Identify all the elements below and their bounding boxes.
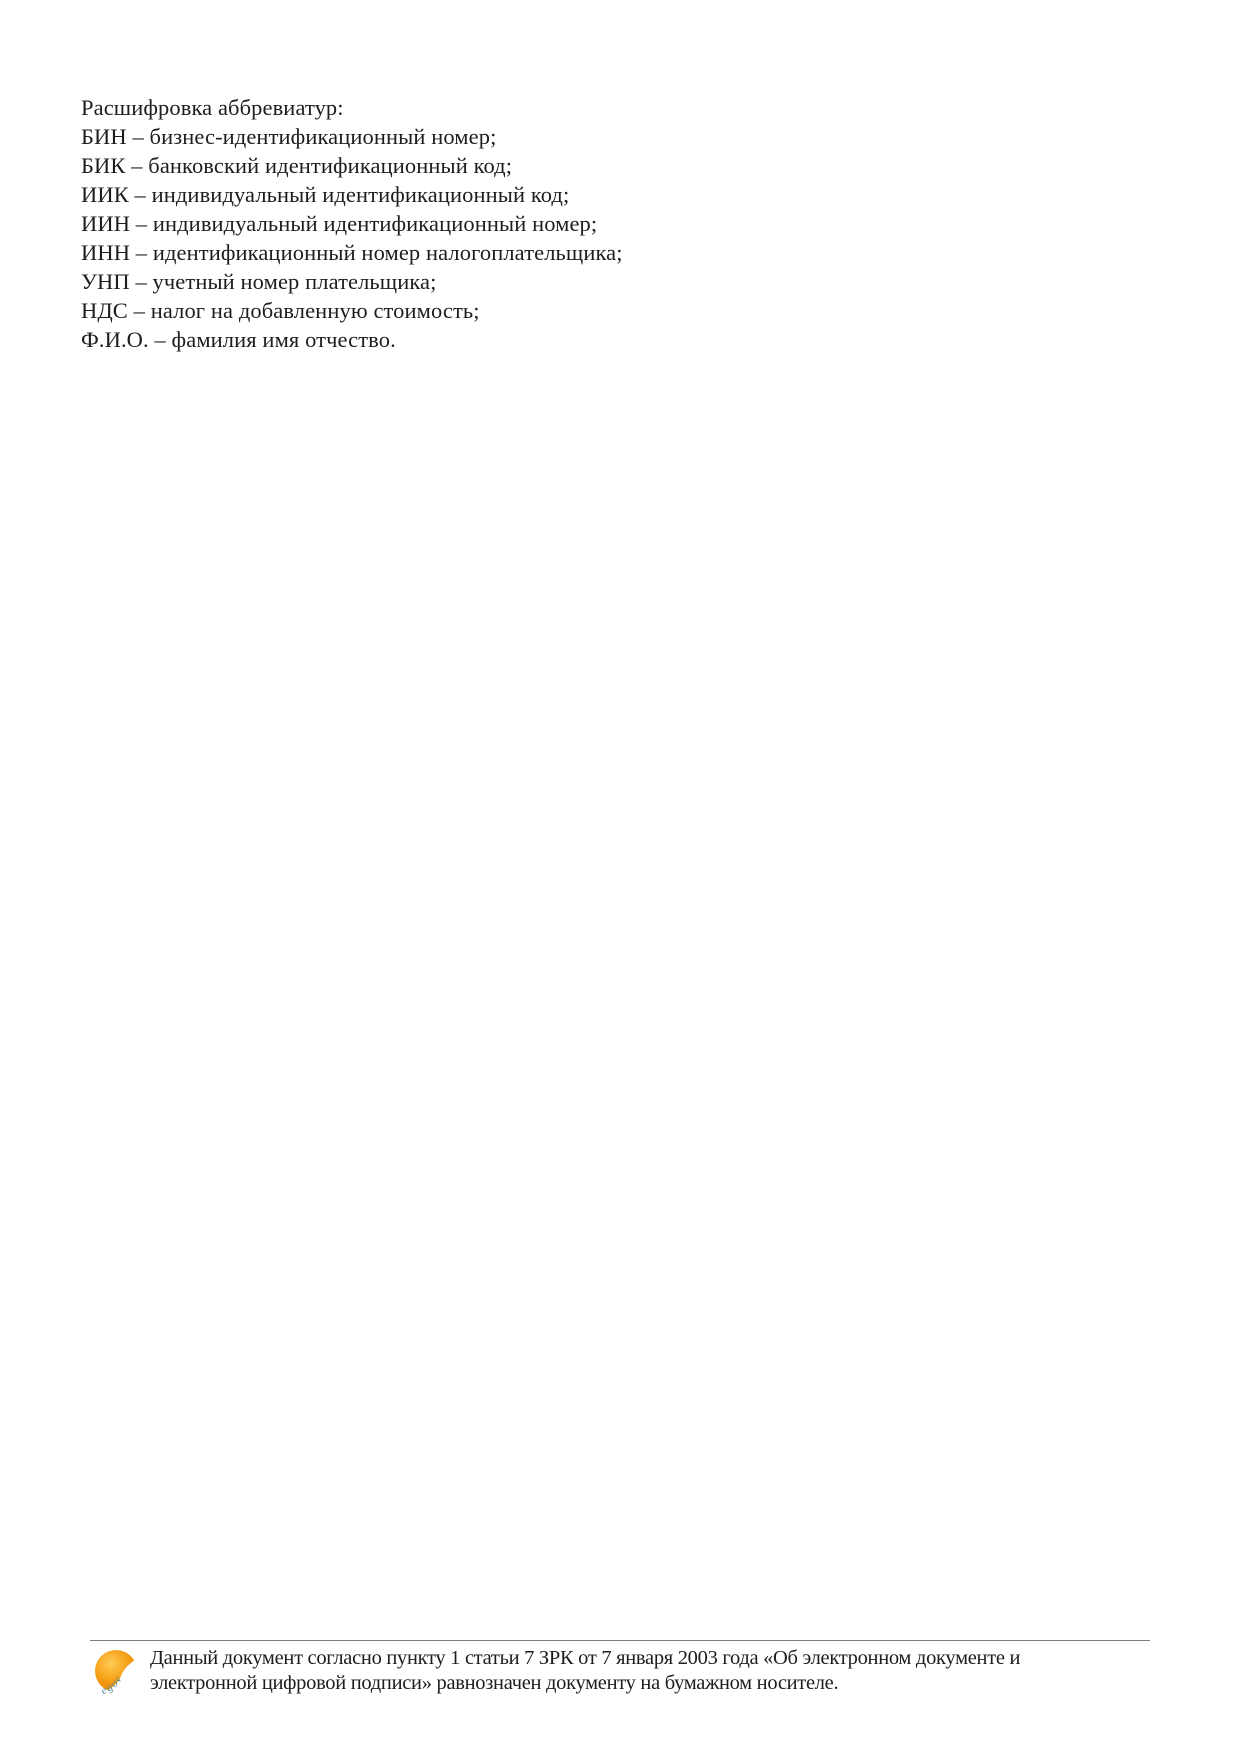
- abbreviations-block: [81, 93, 623, 354]
- svg-text:egov: egov: [99, 1673, 126, 1698]
- footer-note: [150, 1646, 1020, 1696]
- footer-note-line1: Данный документ согласно пункту 1 статьи 7 ЗРК от 7 января 2003 года «Об электронном документе и: [150, 1647, 1021, 1669]
- abbreviation-item: БИН – бизнес-идентификационный номер;: [81, 124, 497, 149]
- abbreviations-title: Расшифровка аббревиатур:: [81, 95, 344, 120]
- footer-note-line2: электронной цифровой подписи» равнозначен документу на бумажном носителе.: [150, 1672, 839, 1694]
- abbreviation-item: УНП – учетный номер плательщика;: [81, 269, 437, 294]
- abbreviation-item: БИК – банковский идентификационный код;: [81, 153, 513, 178]
- abbreviation-item: ИИН – индивидуальный идентификационный номер;: [81, 211, 598, 236]
- abbreviation-item: ИНН – идентификационный номер налогоплательщика;: [81, 240, 623, 265]
- abbreviation-item: ИИК – индивидуальный идентификационный код;: [81, 182, 570, 207]
- egov-logo-icon: [94, 1647, 140, 1699]
- abbreviation-item: Ф.И.О. – фамилия имя отчество.: [81, 327, 396, 352]
- footer-divider: [90, 1640, 1150, 1641]
- abbreviation-item: НДС – налог на добавленную стоимость;: [81, 298, 480, 323]
